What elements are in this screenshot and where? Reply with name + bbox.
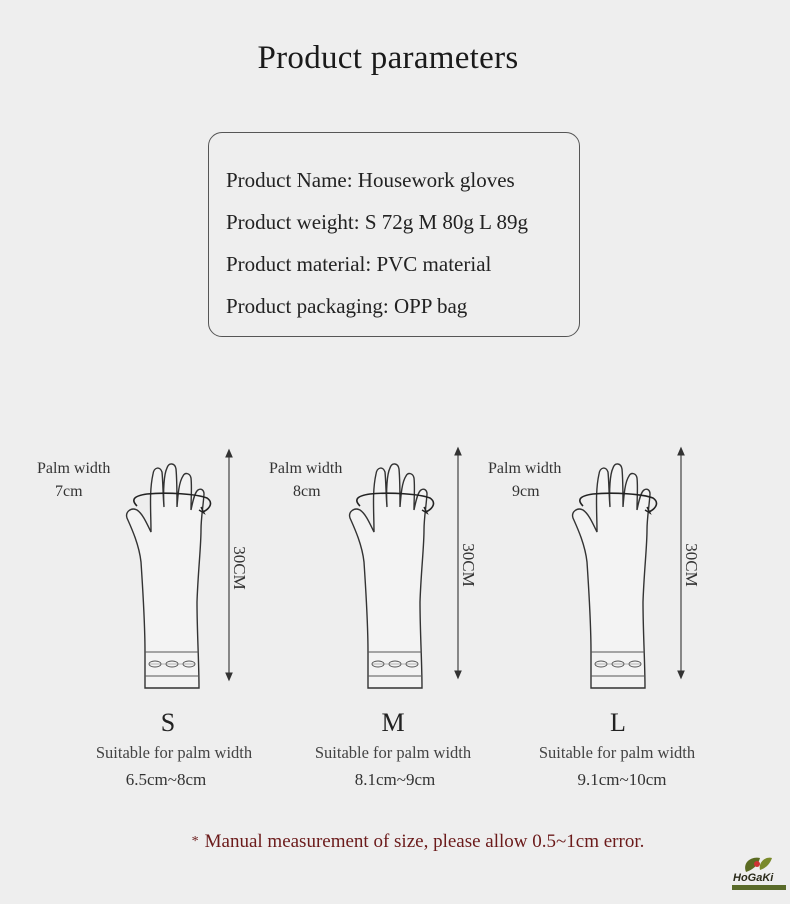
param-product-name: Product Name: Housework gloves — [226, 168, 515, 192]
brand-logo — [730, 852, 788, 896]
palm-width-value-l: 9cm — [512, 483, 540, 500]
page-title: Product parameters — [257, 40, 519, 76]
palm-width-label-l: Palm width — [488, 460, 562, 477]
range-text-l: 9.1cm~10cm — [577, 770, 667, 789]
palm-width-label-s: Palm width — [37, 460, 111, 477]
measurement-note — [0, 831, 790, 853]
logo-text: HoGaKi — [733, 872, 774, 884]
leaf-icon — [730, 852, 788, 874]
palm-width-value-m: 8cm — [293, 483, 321, 500]
note-text: Manual measurement of size, please allow 0.5~1cm error. — [204, 831, 645, 852]
param-product-packaging: Product packaging: OPP bag — [226, 294, 468, 318]
size-letter-s: S — [160, 708, 176, 737]
glove-illustrations — [0, 440, 790, 690]
glove-m-icon — [350, 464, 434, 688]
param-product-weight: Product weight: S 72g M 80g L 89g — [226, 210, 528, 234]
suitable-text-l: Suitable for palm width — [538, 743, 696, 762]
palm-width-label-m: Palm width — [269, 460, 343, 477]
size-letter-m: M — [381, 708, 405, 737]
range-text-s: 6.5cm~8cm — [125, 770, 207, 789]
logo-tagline-bar — [732, 885, 786, 890]
asterisk-icon: * — [191, 834, 199, 849]
param-product-material: Product material: PVC material — [226, 252, 492, 276]
range-text-m: 8.1cm~9cm — [354, 770, 436, 789]
suitable-text-s: Suitable for palm width — [95, 743, 253, 762]
palm-width-value-s: 7cm — [55, 483, 83, 500]
length-label-m: 30CM — [459, 543, 478, 587]
length-label-s: 30CM — [230, 546, 249, 590]
size-letter-l: L — [610, 708, 626, 737]
glove-l-icon — [573, 464, 657, 688]
glove-s-icon — [127, 464, 211, 688]
suitable-text-m: Suitable for palm width — [314, 743, 472, 762]
length-label-l: 30CM — [682, 543, 701, 587]
product-parameters-box — [208, 132, 580, 337]
